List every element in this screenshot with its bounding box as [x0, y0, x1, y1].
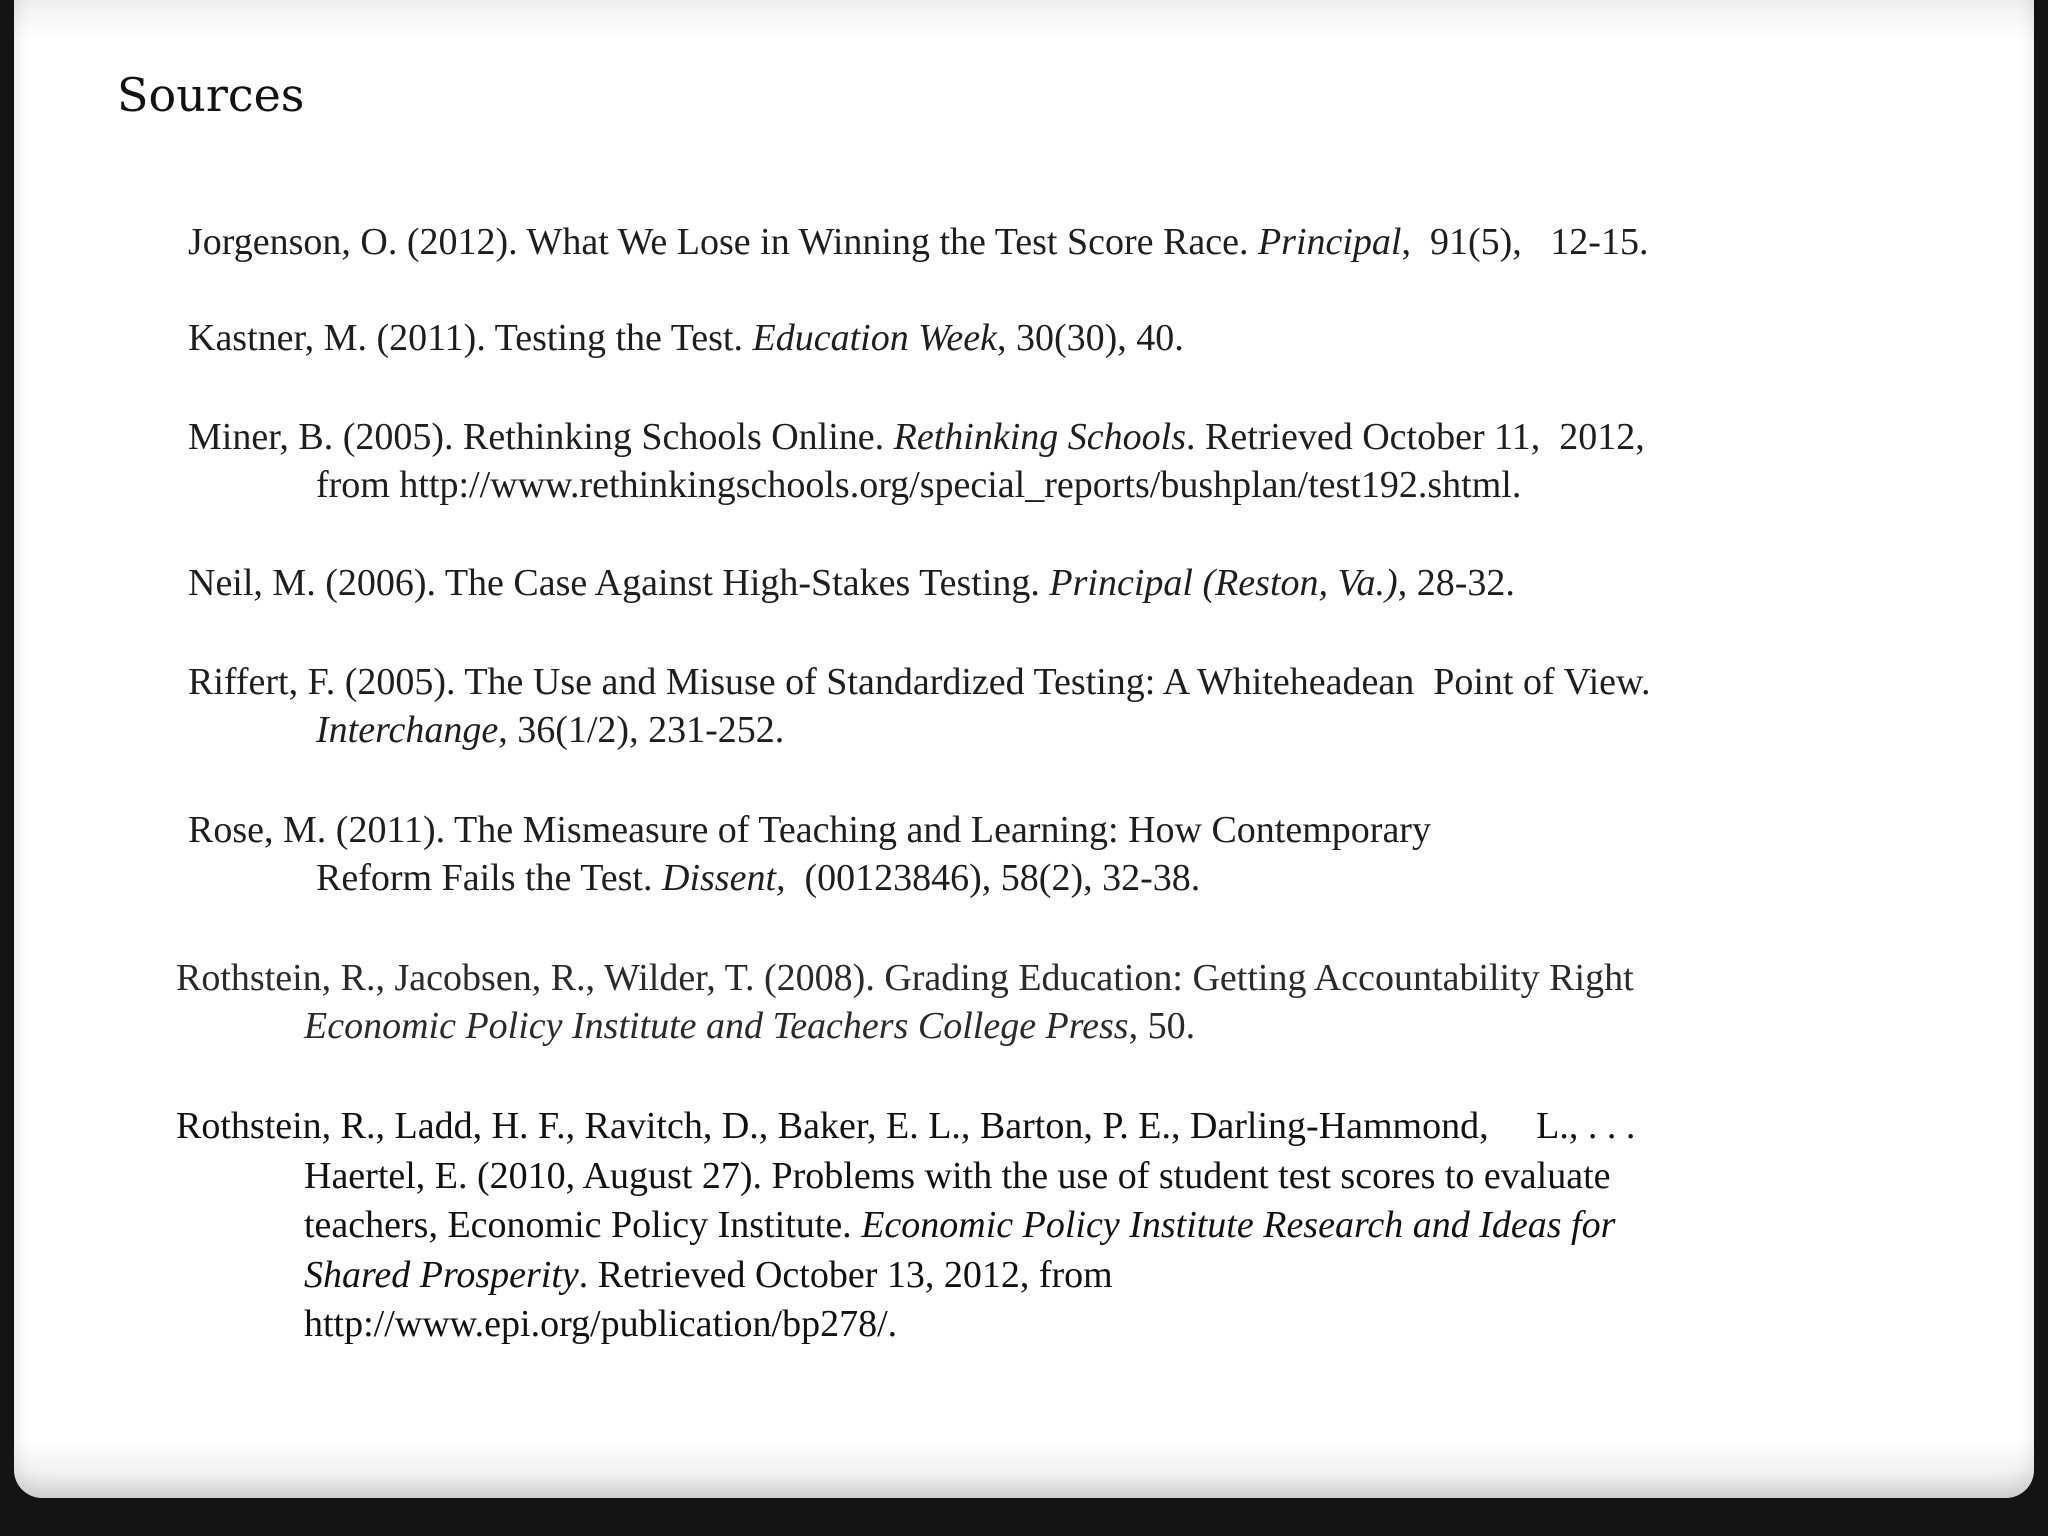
reference-journal: Dissent,	[662, 857, 786, 899]
reference-text: Riffert, F. (2005). The Use and Misuse of Standardized Testing: A Whiteheadean Point of View.	[188, 661, 1651, 703]
reference-journal: Principal	[1257, 221, 1402, 263]
slide	[14, 0, 2034, 1498]
reference-text: Neil, M. (2006). The Case Against High-Stakes Testing.	[188, 562, 1050, 604]
reference-journal: Economic Policy Institute Research and Ideas for	[861, 1204, 1616, 1246]
reference-journal: Principal (Reston, Va.)	[1049, 562, 1398, 604]
reference-tail: , 50.	[1128, 1005, 1196, 1047]
slide-title: Sources	[117, 68, 305, 122]
reference-rothstein-2008	[176, 954, 1634, 1050]
reference-journal: Education Week	[752, 317, 997, 359]
reference-line-1: Rothstein, R., Ladd, H. F., Ravitch, D., Baker, E. L., Barton, P. E., Darling-Hammond, L., . . .	[176, 1105, 1636, 1147]
reference-tail: , 36(1/2), 231-252.	[498, 709, 785, 751]
reference-url: http://www.epi.org/publication/bp278/.	[304, 1303, 898, 1345]
reference-tail: , 28-32.	[1397, 562, 1515, 604]
reference-text: Rose, M. (2011). The Mismeasure of Teaching and Learning: How Contemporary	[188, 809, 1431, 851]
reference-journal: Rethinking Schools	[893, 416, 1186, 458]
reference-text: Jorgenson, O. (2012). What We Lose in Winning the Test Score Race.	[188, 221, 1258, 263]
reference-riffert	[188, 658, 1651, 754]
reference-tail: , 91(5), 12-15.	[1401, 221, 1649, 263]
reference-tail: (00123846), 58(2), 32-38.	[785, 857, 1201, 899]
reference-journal: Interchange	[316, 709, 499, 751]
reference-tail: . Retrieved October 11, 2012,	[1186, 416, 1645, 458]
reference-line-2: Haertel, E. (2010, August 27). Problems with the use of student test scores to evaluate	[304, 1154, 1611, 1197]
reference-text-continued: Reform Fails the Test.	[316, 857, 662, 899]
reference-tail: , 30(30), 40.	[996, 317, 1184, 359]
reference-neil	[188, 559, 1515, 607]
reference-rose	[188, 806, 1431, 902]
reference-rothstein-2010	[176, 1102, 1635, 1350]
reference-text: Kastner, M. (2011). Testing the Test.	[188, 317, 753, 359]
reference-kastner	[188, 314, 1184, 362]
reference-miner	[188, 413, 1645, 509]
reference-text: Rothstein, R., Jacobsen, R., Wilder, T. (2008). Grading Education: Getting Accountability Right	[176, 957, 1634, 999]
reference-line-3: teachers, Economic Policy Institute.	[304, 1204, 862, 1246]
reference-journal: Economic Policy Institute and Teachers College Press	[304, 1005, 1129, 1047]
reference-url: from http://www.rethinkingschools.org/special_reports/bushplan/test192.shtml.	[316, 464, 1522, 506]
reference-line-4: . Retrieved October 13, 2012, from	[578, 1253, 1113, 1296]
reference-text: Miner, B. (2005). Rethinking Schools Online.	[188, 416, 894, 458]
reference-journal-continued: Shared Prosperity	[304, 1253, 579, 1296]
reference-jorgenson	[188, 218, 1648, 266]
